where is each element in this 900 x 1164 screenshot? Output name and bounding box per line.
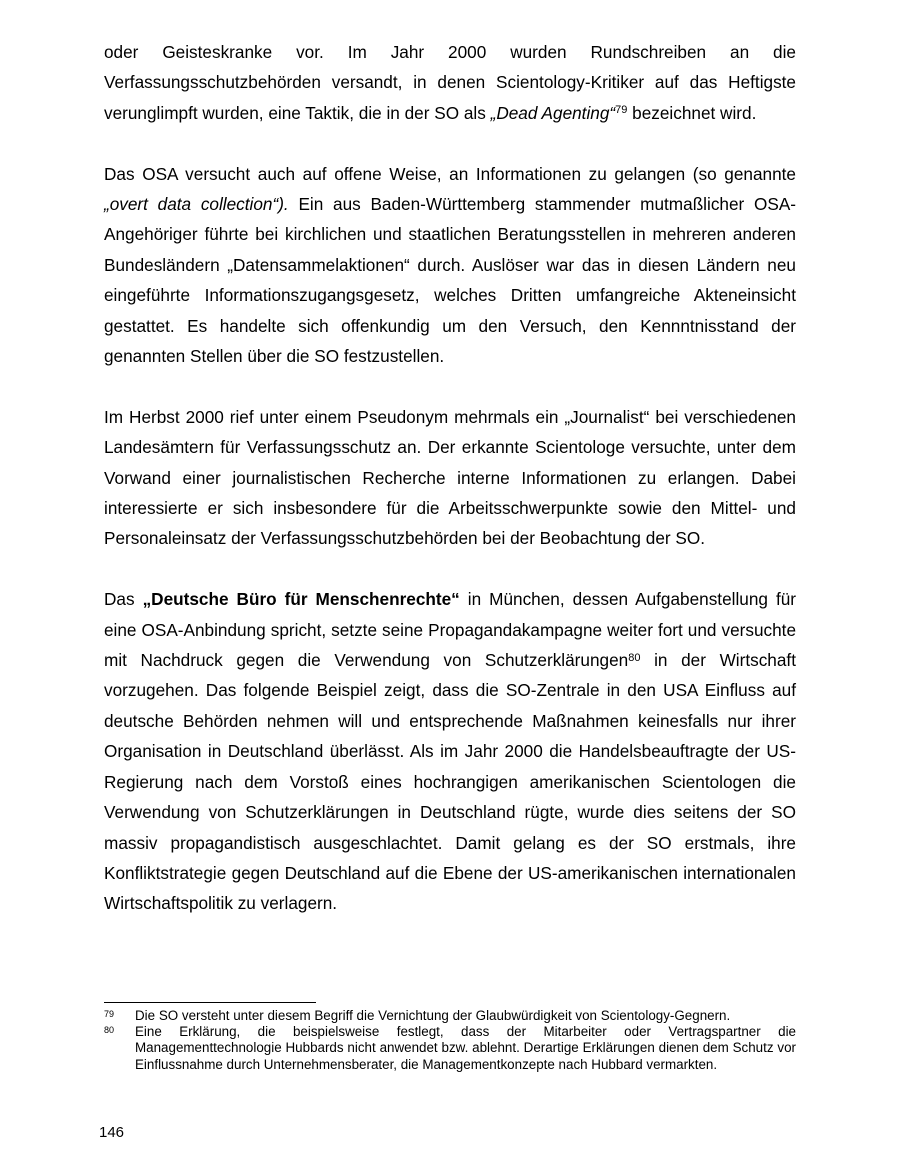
paragraph-4: [104, 584, 796, 918]
paragraph-1-text: oder Geisteskranke vor. Im Jahr 2000 wurden Rundschreiben an die Verfassungsschutzbehörden versandt, in denen Scientology-Kritiker auf das Heftigste verunglimpft wurden, eine Taktik, die in der SO als: [104, 42, 796, 123]
term-dead-agenting: „Dead Agenting“: [490, 102, 616, 123]
paragraph-2: [104, 159, 796, 372]
paragraph-1-text-end: bezeichnet wird.: [627, 102, 757, 123]
organization-name: „Deutsche Büro für Menschenrechte“: [142, 589, 460, 610]
footnote-text: Eine Erklärung, die beispielsweise festlegt, dass der Mitarbeiter oder Vertragspartner die Managementtechnologie Hubbards nicht anwendet bzw. ablehnt. Derartige Erklärungen dienen dem Schutz vor Einflussnahme durch Unternehmensberater, die Managementkonzepte nach Hubbard vermarkten.: [135, 1024, 796, 1072]
paragraph-1: [104, 37, 796, 128]
footnote-number: 79: [104, 1009, 115, 1019]
term-overt-data-collection: „overt data collection“).: [104, 194, 289, 215]
paragraph-4-text-end: in der Wirtschaft vorzugehen. Das folgende Beispiel zeigt, dass die SO-Zentrale in den USA Einfluss auf deutsche Behörden nehmen will und entsprechende Maßnahmen keinesfalls nur ihrer Organisation in Deutschland überlässt. Als im Jahr 2000 die Handelsbeauftragte der US-Regierung nach dem Vorstoß eines hochrangigen amerikanischen Scientologen die Verwendung von Schutzerklärungen in Deutschland rügte, wurde dies seitens der SO massiv propagandistisch ausgeschlachtet. Damit gelang es der SO erstmals, ihre Konfliktstrategie gegen Deutschland auf die Ebene der US-amerikanischen internationalen Wirtschaftspolitik zu verlagern.: [104, 650, 796, 914]
footnote-80: [104, 1024, 796, 1073]
paragraph-4-text-mid: in München, dessen Aufgabenstellung für eine OSA-Anbindung spricht, setzte seine Propagandakampagne weiter fort und versuchte mit Nachdruck gegen die Verwendung von Schutzerklärungen: [104, 589, 797, 671]
footnote-number: 80: [104, 1025, 115, 1036]
footnote-ref-79[interactable]: 79: [615, 104, 628, 117]
paragraph-4-text: Das: [104, 589, 143, 610]
paragraph-2-text: Das OSA versucht auch auf offene Weise, an Informationen zu gelangen (so genannte: [104, 163, 796, 184]
paragraph-2-text-end: Ein aus Baden-Württemberg stammender mutmaßlicher OSA-Angehöriger führte bei kirchlichen und staatlichen Beratungsstellen in mehreren anderen Bundesländern „Datensammelaktionen“ durch. Auslöser war das in diesen Ländern neu eingeführte Informationszugangsgesetz, welches Dritten umfangreiche Akteneinsicht gestattet. Es handelte sich offenkundig um den Versuch, den Kennntnisstand der genannten Stellen über die SO festzustellen.: [104, 194, 797, 367]
paragraph-3-text: Im Herbst 2000 rief unter einem Pseudonym mehrmals ein „Journalist“ bei verschiedenen Landesämtern für Verfassungsschutz an. Der erkannte Scientologe versuchte, unter dem Vorwand einer journalistischen Recherche interne Informationen zu erlangen. Dabei interessierte er sich insbesondere für die Arbeitsschwerpunkte sowie den Mittel- und Personaleinsatz der Verfassungsschutzbehörden bei der Beobachtung der SO.: [104, 406, 796, 549]
page-number: 146: [99, 1124, 125, 1141]
paragraph-3: [104, 402, 796, 554]
footnote-ref-80[interactable]: 80: [628, 651, 641, 664]
footnote-79: [104, 1008, 796, 1024]
footnote-text: Die SO versteht unter diesem Begriff die Vernichtung der Glaubwürdigkeit von Scientology-Gegnern.: [135, 1008, 731, 1023]
footnote-separator: [104, 1002, 316, 1003]
footnotes: [104, 1008, 796, 1073]
page-body: [104, 37, 796, 949]
